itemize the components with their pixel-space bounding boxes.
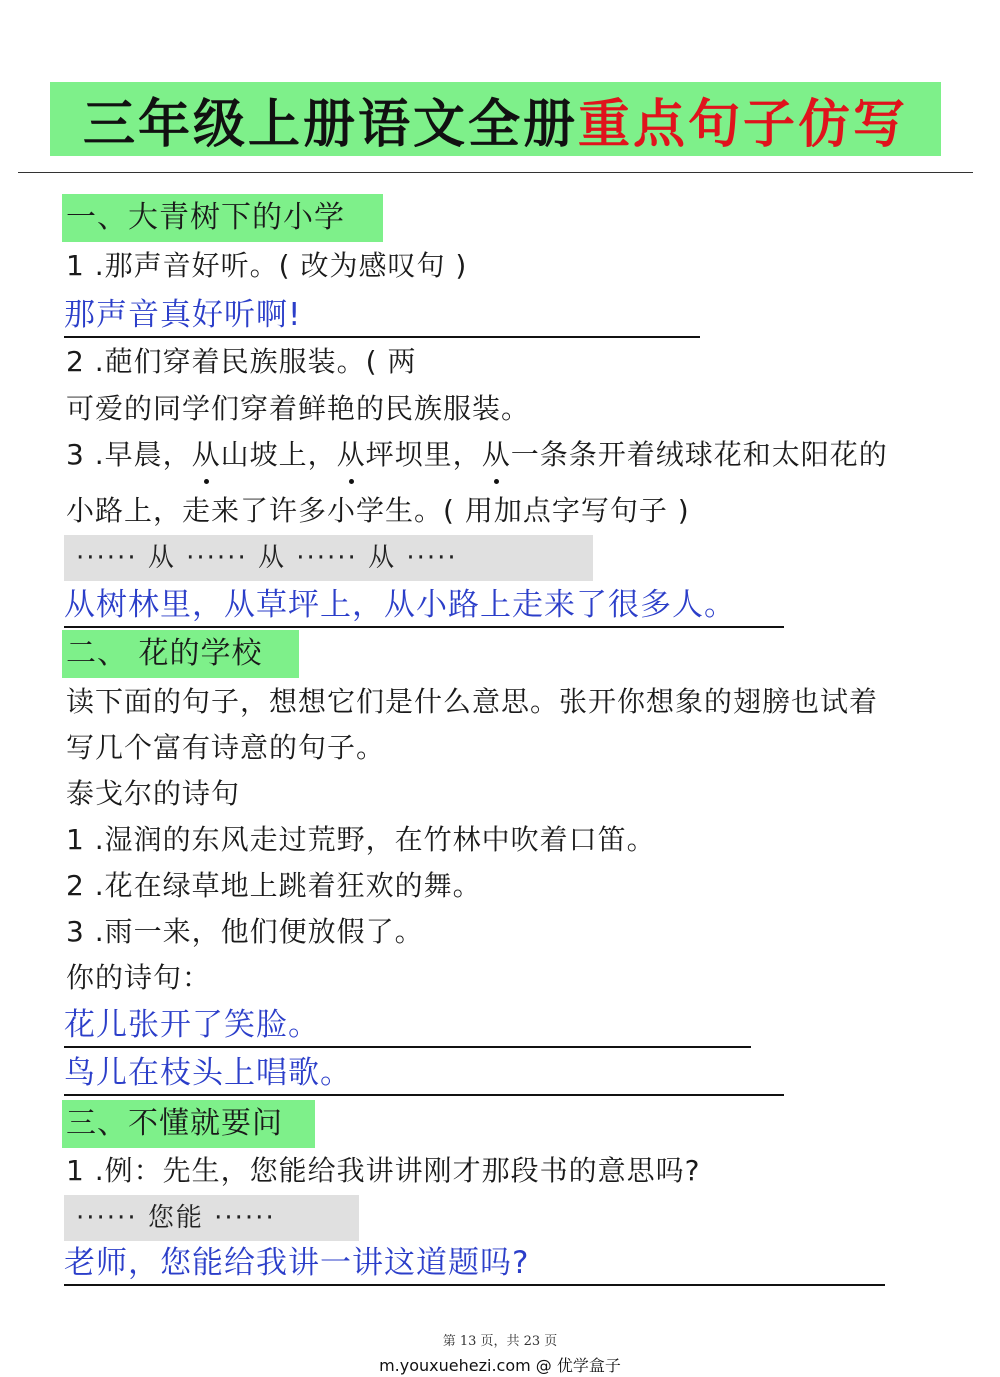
section-heading-1: 一、大青树下的小学 bbox=[62, 194, 383, 242]
q3-text-post: 一条条开着绒球花和太阳花的 bbox=[510, 438, 888, 471]
section2-intro-line1: 读下面的句子，想想它们是什么意思。张开你想象的翅膀也试着 bbox=[66, 685, 879, 718]
question-1-2-answer: 可爱的同学们穿着鲜艳的民族服装。 bbox=[66, 392, 531, 425]
title-main: 三年级上册语文全册 bbox=[82, 93, 578, 155]
section-heading-2: 二、 花的学校 bbox=[62, 630, 299, 678]
poem-line-1: 1 .湿润的东风走过荒野，在竹林中吹着口笛。 bbox=[66, 823, 656, 856]
poem-line-3: 3 .雨一来，他们便放假了。 bbox=[66, 915, 424, 948]
answer-1-1: 那声音真好听啊! bbox=[64, 294, 700, 338]
title-divider bbox=[18, 172, 973, 173]
q3-text-mid1: 山坡上， bbox=[220, 438, 337, 471]
page-title bbox=[50, 82, 941, 156]
answer-1-3: 从树林里，从草坪上，从小路上走来了很多人。 bbox=[64, 584, 784, 628]
answer-2-2: 鸟儿在枝头上唱歌。 bbox=[64, 1052, 784, 1096]
section2-intro-line2: 写几个富有诗意的句子。 bbox=[66, 731, 386, 764]
pattern-box-2: ······ 您能 ······ bbox=[64, 1195, 359, 1241]
dotted-char: 从 bbox=[482, 435, 511, 475]
answer-3-1: 老师，您能给我讲一讲这道题吗? bbox=[64, 1242, 885, 1286]
poem-line-2: 2 .花在绿草地上跳着狂欢的舞。 bbox=[66, 869, 482, 902]
title-highlight: 重点句子仿写 bbox=[578, 93, 909, 155]
question-3-1: 1 .例：先生，您能给我讲讲刚才那段书的意思吗? bbox=[66, 1154, 701, 1187]
section2-subtitle: 泰戈尔的诗句 bbox=[66, 777, 241, 810]
q3-text-mid2: 坪坝里， bbox=[365, 438, 482, 471]
page-number: 第 13 页，共 23 页 bbox=[442, 1334, 558, 1349]
question-1-3 bbox=[66, 435, 888, 475]
question-1-3-cont: 小路上，走来了许多小学生。( 用加点字写句子 ) bbox=[66, 494, 690, 527]
question-1-2: 2 .葩们穿着民族服装。( 两 bbox=[66, 345, 417, 378]
dotted-char: 从 bbox=[337, 435, 366, 475]
q3-text-pre: 3 .早晨， bbox=[66, 438, 192, 471]
answer-2-1: 花儿张开了笑脸。 bbox=[64, 1004, 751, 1048]
pattern-box-1: ······ 从 ······ 从 ······ 从 ····· bbox=[64, 535, 593, 581]
dotted-char: 从 bbox=[192, 435, 221, 475]
your-poem-prompt: 你的诗句： bbox=[66, 961, 212, 994]
section-heading-3: 三、不懂就要问 bbox=[62, 1100, 315, 1148]
question-1-1: 1 .那声音好听。( 改为感叹句 ) bbox=[66, 249, 468, 282]
site-credit: m.youxuehezi.com @ 优学盒子 bbox=[379, 1356, 621, 1375]
